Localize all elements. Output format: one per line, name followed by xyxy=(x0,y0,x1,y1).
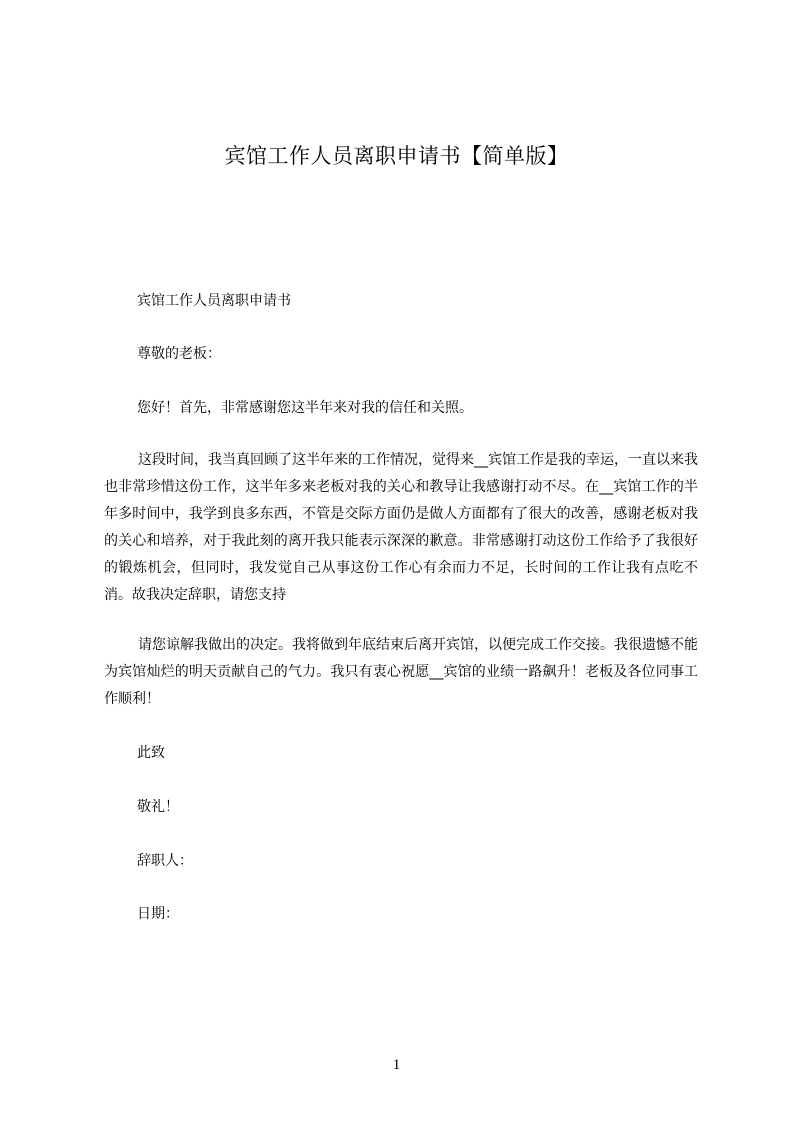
closing-line-1: 此致 xyxy=(137,745,165,761)
salutation: 尊敬的老板： xyxy=(137,346,221,362)
page-number: 1 xyxy=(392,1057,401,1073)
date-label: 日期： xyxy=(137,906,179,922)
closing-line-2: 敬礼！ xyxy=(137,799,179,815)
body-paragraph-2: 请您谅解我做出的决定。我将做到年底结束后离开宾馆，以便完成工作交接。我很遗憾不能为宾馆灿烂的明天贡献自己的气力。我只有衷心祝愿__宾馆的业绩一路飙升！老板及各位同事工作顺利！ xyxy=(104,637,698,707)
greeting: 您好！首先，非常感谢您这半年来对我的信任和关照。 xyxy=(137,400,473,416)
resigner-label: 辞职人： xyxy=(137,853,193,869)
body-paragraph-1: 这段时间，我当真回顾了这半年来的工作情况，觉得来__宾馆工作是我的幸运，一直以来我也非常珍惜这份工作，这半年多来老板对我的关心和教导让我感谢打动不尽。在__宾馆工作的半年多时间中，我学到良多东西，不管是交际方面仍是做人方面都有了很大的改善，感谢老板对我的关心和培养，对于我此刻的离开我只能表示深深的歉意。非常感谢打动这份工作给予了我很好的锻炼机会，但同时，我发觉自己从事这份工作心有余而力不足，长时间的工作让我有点吃不消。故我决定辞职，请您支持 xyxy=(104,452,698,603)
document-title: 宾馆工作人员离职申请书【简单版】 xyxy=(224,144,569,168)
letter-heading: 宾馆工作人员离职申请书 xyxy=(137,293,291,309)
